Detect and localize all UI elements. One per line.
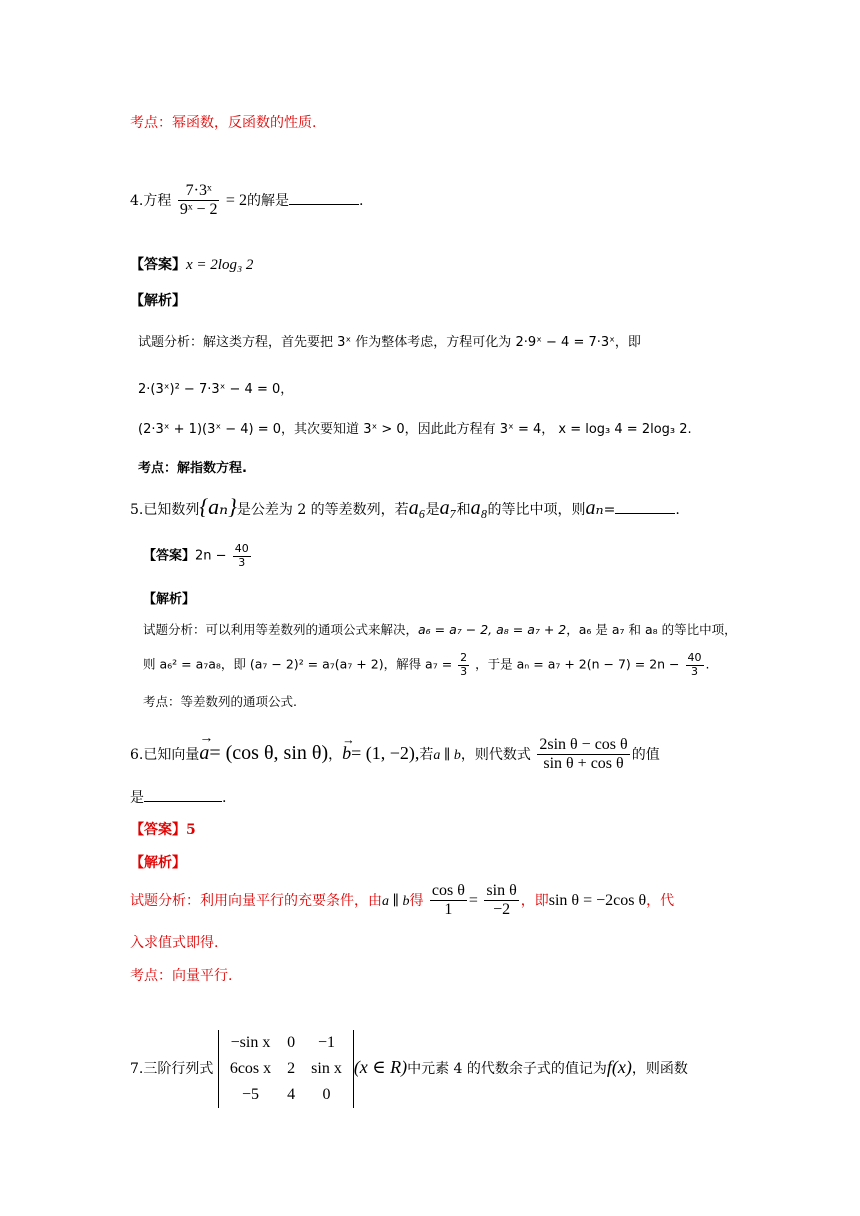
parallel-condition: a ∥ b bbox=[382, 893, 410, 909]
matrix-cell: −5 bbox=[241, 1086, 259, 1103]
matrix-cell: 0 bbox=[287, 1034, 296, 1051]
fraction bbox=[686, 652, 704, 678]
function-symbol: f(x) bbox=[606, 1057, 632, 1077]
matrix-cell: −1 bbox=[317, 1034, 335, 1051]
fraction-numerator: sin θ bbox=[484, 882, 518, 901]
question-text: 已知数列 bbox=[143, 502, 200, 518]
matrix-cell: −sin x bbox=[230, 1034, 271, 1051]
separator: ， bbox=[328, 746, 343, 763]
analysis-formula: a₆ = a₇ − 2, a₈ = a₇ + 2 bbox=[418, 622, 567, 637]
question-text: 是 bbox=[425, 502, 440, 518]
fraction-numerator: 40 bbox=[687, 651, 702, 664]
fraction bbox=[233, 543, 251, 569]
answer-label: 【答案】 bbox=[143, 548, 196, 564]
fraction-numerator: 40 bbox=[234, 542, 249, 555]
fraction bbox=[484, 882, 518, 920]
term-a6: a₆ bbox=[408, 497, 426, 519]
question-4 bbox=[130, 182, 363, 220]
matrix-row bbox=[222, 1030, 350, 1056]
sequence-symbol: {aₙ} bbox=[199, 494, 237, 519]
question-7 bbox=[130, 1030, 688, 1108]
analysis-line-1 bbox=[130, 882, 674, 920]
analysis-text: 则 a₆² = a₇a₈，即 (a₇ − 2)² = a₇(a₇ + 2)，解得 a₇ = bbox=[143, 656, 453, 672]
matrix-cell: sin x bbox=[311, 1060, 342, 1077]
question-6 bbox=[130, 736, 660, 774]
question-text: 方程 bbox=[143, 192, 172, 209]
vector-a-value: = (cos θ, sin θ) bbox=[209, 741, 329, 764]
fraction-numerator: 2sin θ − cos θ bbox=[537, 736, 629, 755]
question-6-cont bbox=[130, 787, 226, 807]
question-text: 已知向量 bbox=[143, 746, 200, 763]
analysis-text: . bbox=[705, 656, 710, 672]
analysis-text: 试题分析：可以利用等差数列的通项公式来解决， bbox=[143, 622, 419, 637]
analysis-line-2: 2·(3ˣ)² − 7·3ˣ − 4 = 0， bbox=[138, 382, 294, 397]
fraction-denominator: 3 bbox=[460, 664, 468, 678]
fraction-denominator: 3 bbox=[238, 555, 246, 569]
question-text: 三阶行列式 bbox=[143, 1061, 214, 1077]
question-text: = bbox=[603, 502, 616, 518]
analysis-text: 试题分析：利用向量平行的充要条件，由 bbox=[130, 892, 382, 909]
fraction-numerator: cos θ bbox=[430, 882, 467, 901]
question-text: 的等比中项，则 bbox=[487, 502, 586, 518]
question-number: 4. bbox=[130, 192, 144, 209]
question-text: 中元素 4 的代数余子式的值记为 bbox=[407, 1061, 607, 1077]
fraction-denominator: −2 bbox=[493, 901, 511, 919]
fraction bbox=[537, 736, 629, 774]
matrix-table bbox=[222, 1030, 350, 1108]
analysis-text: 得 bbox=[409, 892, 424, 909]
question-text: 和 bbox=[456, 502, 471, 518]
fraction-denominator: 3 bbox=[691, 664, 699, 678]
answer-4 bbox=[130, 254, 253, 274]
answer-value: x = 2log₃ 2 bbox=[186, 257, 254, 273]
analysis-line-1: 试题分析：解这类方程，首先要把 3ˣ 作为整体考虑，方程可化为 2·9ˣ − 4 = 7·3ˣ，即 bbox=[138, 335, 641, 350]
fraction bbox=[430, 882, 467, 920]
fraction-denominator: 9ˣ − 2 bbox=[179, 201, 218, 219]
question-text: 若 bbox=[419, 746, 434, 763]
answer-blank bbox=[615, 512, 675, 514]
answer-blank bbox=[144, 800, 222, 802]
question-text: ，则代数式 bbox=[460, 746, 531, 763]
matrix-row bbox=[222, 1082, 350, 1108]
fraction bbox=[458, 652, 469, 678]
question-number: 5. bbox=[130, 502, 144, 518]
kaodian-q3: 考点：幂函数，反函数的性质. bbox=[130, 115, 317, 131]
question-text: ，则函数 bbox=[631, 1061, 688, 1077]
question-text: 是公差为 2 的等差数列，若 bbox=[236, 502, 409, 518]
jiexi-label-4: 【解析】 bbox=[130, 293, 186, 309]
vector-b: → b bbox=[342, 743, 351, 764]
matrix-cell: 4 bbox=[287, 1086, 296, 1103]
parallel-condition: a ∥ b bbox=[433, 747, 461, 763]
question-end: . bbox=[358, 192, 364, 209]
analysis-text: ，a₆ 是 a₇ 和 a₈ 的等比中项， bbox=[566, 622, 737, 637]
term-a7: a₇ bbox=[439, 497, 457, 519]
kaodian-q4: 考点：解指数方程. bbox=[138, 461, 247, 476]
analysis-line-2 bbox=[143, 652, 710, 678]
matrix-cell: 6cos x bbox=[229, 1060, 272, 1077]
answer-label: 【答案】 bbox=[130, 257, 186, 273]
fraction-numerator: 7·3ˣ bbox=[178, 182, 220, 201]
analysis-text: ，于是 aₙ = a₇ + 2(n − 7) = 2n − bbox=[475, 656, 680, 672]
domain-condition: (x ∈ R) bbox=[353, 1057, 408, 1077]
analysis-formula: sin θ = −2cos θ bbox=[548, 891, 647, 909]
jiexi-label-6: 【解析】 bbox=[130, 855, 186, 871]
analysis-text: ，即 bbox=[520, 892, 549, 909]
kaodian-q5: 考点：等差数列的通项公式. bbox=[143, 694, 297, 709]
answer-5 bbox=[143, 543, 253, 569]
determinant-matrix bbox=[218, 1030, 354, 1108]
vector-a: → a bbox=[199, 742, 209, 765]
equals-sign: = bbox=[468, 891, 478, 909]
question-end: . bbox=[675, 502, 680, 518]
equation-rhs: = 2 bbox=[225, 191, 247, 209]
question-text: 的解是 bbox=[246, 192, 289, 209]
answer-value: 2n − bbox=[195, 548, 227, 564]
fraction-numerator: 2 bbox=[460, 651, 468, 664]
question-text: 的值 bbox=[631, 746, 660, 763]
matrix-row bbox=[222, 1056, 350, 1082]
analysis-line-1 bbox=[143, 620, 737, 638]
matrix-cell: 0 bbox=[322, 1086, 331, 1103]
answer-6: 【答案】5 bbox=[130, 822, 196, 838]
fraction-denominator: 1 bbox=[444, 901, 453, 919]
answer-blank bbox=[289, 203, 359, 205]
fraction bbox=[178, 182, 220, 220]
term-an: aₙ bbox=[585, 497, 604, 519]
jiexi-label-5: 【解析】 bbox=[143, 592, 196, 607]
vector-b-value: = (1, −2), bbox=[351, 742, 420, 763]
term-a8: a₈ bbox=[470, 497, 488, 519]
analysis-line-3: (2·3ˣ + 1)(3ˣ − 4) = 0，其次要知道 3ˣ > 0，因此此方程有 3ˣ = 4， x = log₃ 4 = 2log₃ 2. bbox=[138, 422, 692, 437]
question-number: 6. bbox=[130, 746, 144, 763]
kaodian-q6: 考点：向量平行. bbox=[130, 968, 233, 984]
question-text: 是 bbox=[130, 790, 144, 806]
fraction-denominator: sin θ + cos θ bbox=[543, 755, 624, 773]
question-number: 7. bbox=[130, 1061, 144, 1077]
matrix-cell: 2 bbox=[287, 1060, 296, 1077]
question-end: . bbox=[222, 790, 227, 806]
question-5 bbox=[130, 494, 680, 520]
analysis-text: ，代 bbox=[646, 892, 675, 909]
analysis-line-2: 入求值式即得. bbox=[130, 935, 219, 951]
